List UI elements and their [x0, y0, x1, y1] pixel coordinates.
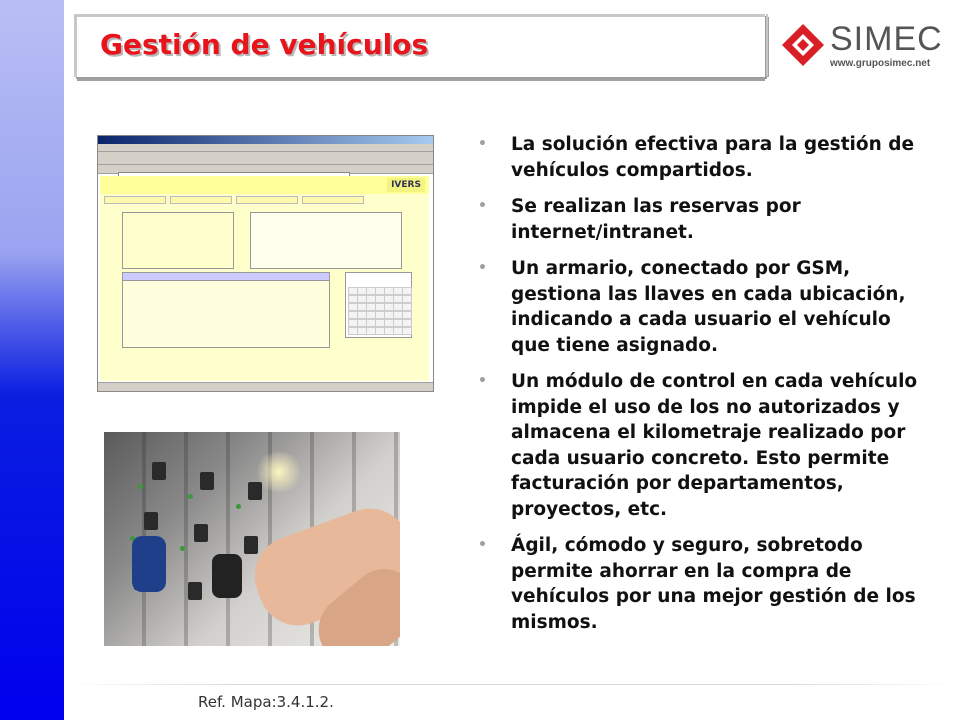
logo-name: SIMEC [830, 20, 943, 58]
feature-list [478, 132, 918, 646]
calendar-cell [402, 295, 412, 303]
simec-logo-icon [778, 20, 828, 70]
reservation-system-screenshot [97, 135, 434, 392]
browser-statusbar [98, 382, 433, 391]
left-sidebar-bar [0, 0, 64, 720]
key-cabinet-photo [104, 432, 400, 646]
list-item: • Un módulo de control en cada vehículo impide el uso de los no autorizados y almacena el kilometraje realizado por cada usuario concreto. Esto permite facturación por departamentos, proyectos, etc. [478, 371, 918, 520]
reservation-time-grid [122, 272, 330, 348]
bullet-icon: • [478, 198, 487, 214]
bullet-icon: • [478, 373, 487, 389]
bullet-icon: • [478, 136, 487, 152]
footer-divider [64, 684, 960, 685]
logo-url: www.gruposimec.net [830, 58, 931, 69]
browser-titlebar [98, 136, 433, 144]
calendar-widget [345, 272, 412, 338]
reservation-form-fields [122, 212, 234, 269]
browser-toolbar [98, 152, 433, 165]
ivers-logo-icon: IVERS [387, 178, 425, 192]
footer-reference: Ref. Mapa:3.4.1.2. [198, 693, 334, 711]
reservation-header [100, 176, 429, 194]
list-item: • Un armario, conectado por GSM, gestiona las llaves en cada ubicación, indicando a cada usuario el vehículo que tiene asignado. [478, 258, 906, 356]
bullet-icon: • [478, 537, 487, 553]
calendar-cell [402, 311, 412, 319]
reservation-tabs [104, 196, 364, 202]
bullet-icon: • [478, 260, 487, 276]
list-item: • Ágil, cómodo y seguro, sobretodo permite ahorrar en la compra de vehículos por una mejor gestión de los mismos. [478, 535, 916, 633]
calendar-cell [402, 319, 412, 327]
calendar-cell [402, 303, 412, 311]
list-item: • Se realizan las reservas por internet/intranet. [478, 196, 801, 243]
vehicle-equipment-box [250, 212, 402, 269]
calendar-cell [402, 287, 412, 295]
browser-menubar [98, 144, 433, 152]
page-title: Gestión de vehículos [100, 28, 429, 61]
list-item: • La solución efectiva para la gestión de vehículos compartidos. [478, 134, 914, 181]
calendar-cell [402, 327, 412, 335]
reservation-page [100, 176, 429, 381]
simec-logo [778, 20, 948, 72]
browser-address-bar [98, 165, 433, 174]
